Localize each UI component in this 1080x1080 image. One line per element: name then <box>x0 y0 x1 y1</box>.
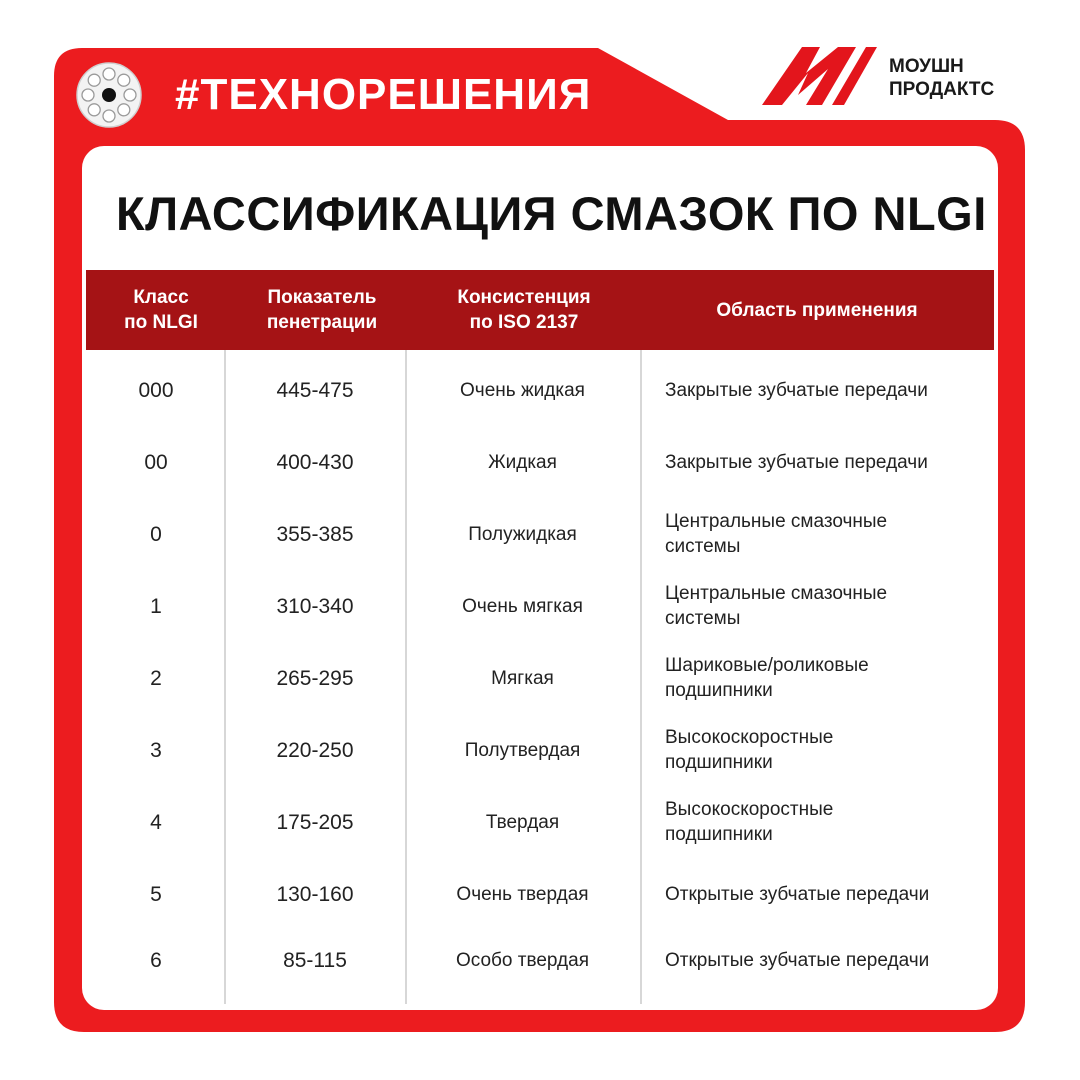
table-row <box>82 354 998 426</box>
table-row <box>82 642 998 714</box>
cell-class: 3 <box>150 738 162 762</box>
cell-consistency: Полутвердая <box>464 739 581 761</box>
column-header-class: Класс по NLGI <box>124 287 198 333</box>
table-row <box>82 924 998 996</box>
cell-penetration: 220-250 <box>276 738 354 762</box>
cell-penetration: 265-295 <box>276 666 354 690</box>
cell-application: Открытые зубчатые передачи <box>665 883 930 905</box>
brand-name <box>889 55 994 101</box>
brand-logo-icon <box>762 45 877 107</box>
cell-application: Центральные смазочные системы <box>665 511 888 557</box>
column-header-application: Область применения <box>716 299 918 321</box>
cell-application: Высокоскоростные подшипники <box>665 799 834 845</box>
table-row <box>82 498 998 570</box>
cell-consistency: Очень твердая <box>456 883 589 905</box>
table-row <box>82 426 998 498</box>
cell-application: Центральные смазочные системы <box>665 583 888 629</box>
cell-class: 5 <box>150 882 162 906</box>
column-header-penetration: Показатель пенетрации <box>266 287 378 333</box>
table-row <box>82 714 998 786</box>
column-header-consistency: Консистенция по ISO 2137 <box>457 287 591 333</box>
cell-consistency: Очень мягкая <box>462 595 583 617</box>
cell-application: Шариковые/роликовые подшипники <box>665 655 869 701</box>
cell-penetration: 85-115 <box>283 948 347 972</box>
cell-class: 6 <box>150 948 162 972</box>
cell-penetration: 445-475 <box>276 378 354 402</box>
cell-class: 4 <box>150 810 162 834</box>
cell-penetration: 175-205 <box>276 810 354 834</box>
cell-penetration: 400-430 <box>276 450 354 474</box>
cell-penetration: 355-385 <box>276 522 354 546</box>
cell-class: 1 <box>150 594 162 618</box>
cell-application: Открытые зубчатые передачи <box>665 949 930 971</box>
cell-class: 0 <box>150 522 162 546</box>
table-row <box>82 858 998 930</box>
cell-consistency: Мягкая <box>491 667 554 689</box>
page-title: КЛАССИФИКАЦИЯ СМАЗОК ПО NLGI <box>116 187 987 240</box>
cell-class: 2 <box>150 666 162 690</box>
cell-consistency: Жидкая <box>488 451 557 473</box>
cell-consistency: Полужидкая <box>468 523 577 545</box>
hashtag-title: #ТЕХНОРЕШЕНИЯ <box>175 70 592 119</box>
cell-application: Закрытые зубчатые передачи <box>665 451 928 473</box>
cell-class: 00 <box>144 450 168 474</box>
cell-penetration: 310-340 <box>276 594 354 618</box>
cell-consistency: Особо твердая <box>455 949 589 971</box>
bearing-icon <box>76 62 142 128</box>
cell-application: Высокоскоростные подшипники <box>665 727 834 773</box>
table-row <box>82 786 998 858</box>
content-card <box>82 146 998 1010</box>
brand-name-line2: ПРОДАКТС <box>889 79 995 100</box>
cell-application: Закрытые зубчатые передачи <box>665 379 928 401</box>
cell-consistency: Очень жидкая <box>460 379 585 401</box>
table-row <box>82 570 998 642</box>
cell-consistency: Твердая <box>485 811 560 833</box>
cell-class: 000 <box>138 378 174 402</box>
cell-penetration: 130-160 <box>276 882 354 906</box>
brand-name-line1: МОУШН <box>889 56 964 77</box>
table-header <box>86 270 994 350</box>
